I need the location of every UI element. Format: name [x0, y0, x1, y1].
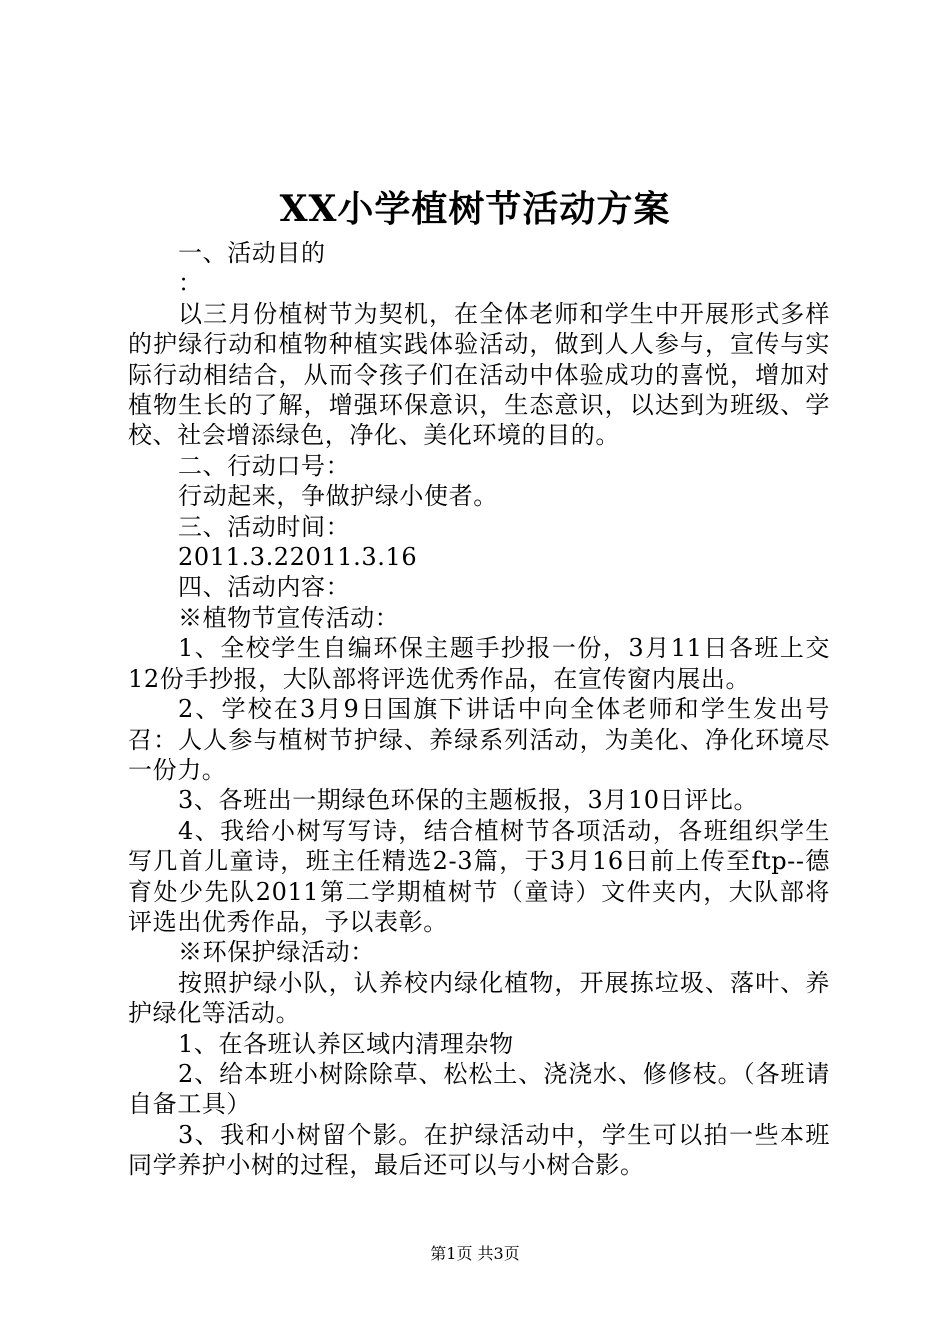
section-heading-slogan: 二、行动口号： — [178, 451, 351, 480]
list-item-care-2: 2、给本班小树除除草、松松土、浇浇水、修修枝。（各班请自备工具） — [128, 1059, 830, 1119]
list-item-care-1: 1、在各班认养区域内清理杂物 — [178, 1029, 514, 1058]
list-item-1: 1、全校学生自编环保主题手抄报一份，3月11日各班上交12份手抄报，大队部将评选优秀作品，在宣传窗内展出。 — [128, 634, 830, 693]
paragraph-green-care: 按照护绿小队，认养校内绿化植物，开展拣垃圾、落叶、养护绿化等活动。 — [128, 968, 830, 1028]
list-item-3: 3、各班出一期绿色环保的主题板报，3月10日评比。 — [178, 786, 759, 815]
list-item-2: 2、学校在3月9日国旗下讲话中向全体老师和学生发出号召：人人参与植树节护绿、养绿系列活动，为美化、净化环境尽一份力。 — [128, 695, 830, 784]
list-item-care-3: 3、我和小树留个影。在护绿活动中，学生可以拍一些本班同学养护小树的过程，最后还可以与小树合影。 — [128, 1120, 830, 1180]
paragraph-purpose: 以三月份植树节为契机，在全体老师和学生中开展形式多样的护绿行动和植物种植实践体验活动，做到人人参与，宣传与实际行动相结合，从而令孩子们在活动中体验成功的喜悦，增加对植物生长的了解，增强环保意识，生态意识，以达到为班级、学校、社会增添绿色，净化、美化环境的目的。 — [128, 299, 830, 450]
section-heading-content: 四、活动内容： — [178, 573, 351, 602]
paragraph-slogan: 行动起来，争做护绿小使者。 — [178, 482, 498, 511]
section-heading-time: 三、活动时间： — [178, 512, 351, 541]
paragraph-colon: ： — [178, 269, 203, 298]
list-item-4: 4、我给小树写写诗，结合植树节各项活动，各班组织学生写几首儿童诗，班主任精选2-3篇，于3月16日前上传至ftp--德育处少先队2011第二学期植树节（童诗）文件夹内，大队部将评选出优秀作品，予以表彰。 — [128, 816, 830, 936]
document-title: XX小学植树节活动方案 — [279, 188, 671, 230]
subheading-green-care: ※环保护绿活动： — [178, 938, 375, 967]
subheading-publicity: ※植物节宣传活动： — [178, 603, 400, 632]
document-body — [128, 238, 830, 1181]
section-heading-purpose: 一、活动目的 — [178, 239, 326, 267]
page-footer: 第1页 共3页 — [430, 1244, 520, 1263]
paragraph-time: 2011.3.22011.3.16 — [178, 543, 418, 572]
